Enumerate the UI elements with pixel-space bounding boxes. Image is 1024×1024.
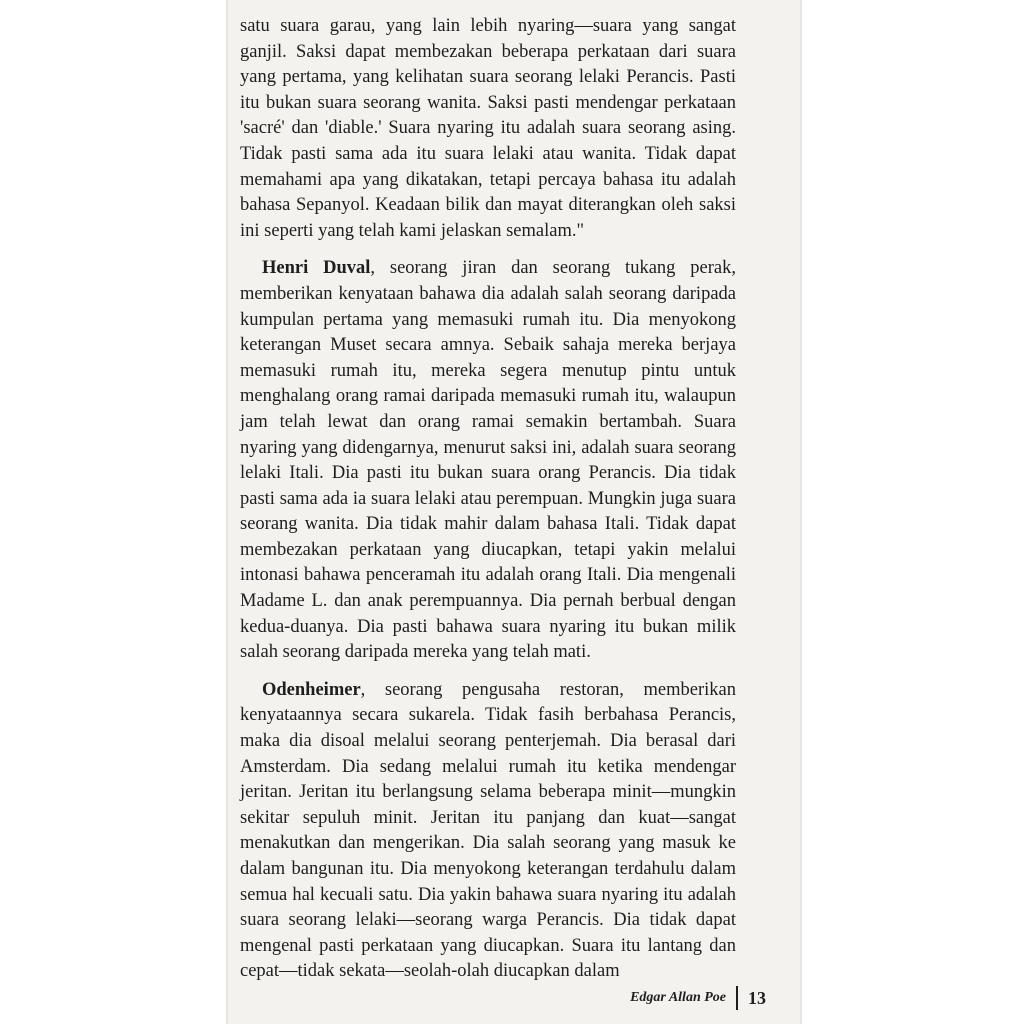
paragraph-text: , seorang pengusaha restoran, memberikan kenyataannya secara sukarela. Tidak fasih berbahasa Perancis, maka dia disoal melalui seorang penterjemah. Dia berasal dari Amsterdam. Dia sedang melalui rumah itu ketika mendengar jeritan. Jeritan itu berlangsung selama beberapa minit—mungkin sekitar sepuluh minit. Jeritan itu panjang dan kuat—sangat menakutkan dan mengerikan. Dia salah seorang yang masuk ke dalam bangunan itu. Dia menyokong keterangan terdahulu dalam semua hal kecuali satu. Dia yakin bahawa suara nyaring itu adalah suara seorang lelaki—seorang warga Perancis. Dia tidak dapat mengenal pasti perkataan yang diucapkan. Suara itu lantang dan cepat—tidak sekata—seolah-olah diucapkan dalam [240,679,736,982]
paragraph-odenheimer [240,678,736,985]
footer-author: Edgar Allan Poe [630,990,726,1005]
speaker-name: Odenheimer [262,679,361,700]
paragraph-text: , seorang jiran dan seorang tukang perak, memberikan kenyataan bahawa dia adalah salah seorang daripada kumpulan pertama yang memasuki rumah itu. Dia menyokong keterangan Muset secara amnya. Sebaik sahaja mereka berjaya memasuki rumah itu, mereka segera menutup pintu untuk menghalang orang ramai daripada memasuki rumah itu, walaupun jam telah lewat dan orang ramai semakin bertambah. Suara nyaring yang didengarnya, menurut saksi ini, adalah suara seorang lelaki Itali. Dia pasti itu bukan suara orang Perancis. Dia tidak pasti sama ada ia suara lelaki atau perempuan. Mungkin juga suara seorang wanita. Dia tidak mahir dalam bahasa Itali. Tidak dapat membezakan perkataan yang diucapkan, tetapi yakin melalui intonasi bahawa penceramah itu adalah orang Itali. Dia mengenali Madame L. dan anak perempuannya. Dia pernah berbual dengan kedua-duanya. Dia pasti bahawa suara nyaring itu bukan milik salah seorang daripada mereka yang telah mati. [240,258,736,663]
footer-divider [736,986,738,1010]
body-text [240,14,736,985]
paragraph-text: satu suara garau, yang lain lebih nyaring—suara yang sangat ganjil. Saksi dapat membezakan beberapa perkataan dari suara yang pertama, yang kelihatan suara seorang lelaki Perancis. Pasti itu bukan suara seorang wanita. Saksi pasti mendengar perkataan 'sacré' dan 'diable.' Suara nyaring itu adalah suara seorang asing. Tidak pasti sama ada itu suara lelaki atau wanita. Tidak dapat memahami apa yang dikatakan, tetapi percaya bahasa itu adalah bahasa Sepanyol. Keadaan bilik dan mayat diterangkan oleh saksi ini seperti yang telah kami jelaskan semalam." [240,16,736,241]
speaker-name: Henri Duval [262,258,371,279]
page-footer [630,986,766,1010]
paragraph-continuation [240,14,736,244]
paragraph-henri-duval [240,256,736,666]
page-number: 13 [748,987,766,1008]
